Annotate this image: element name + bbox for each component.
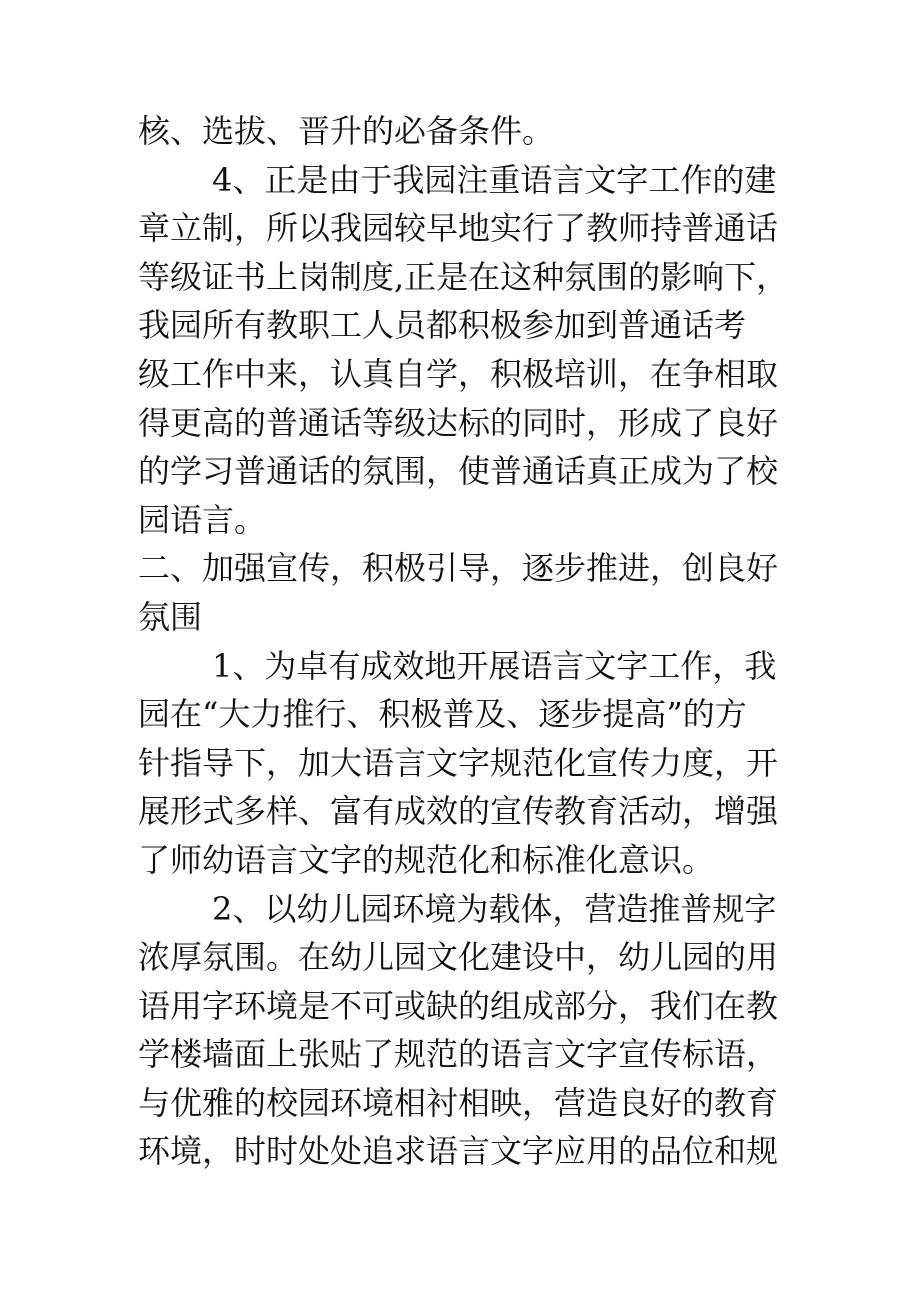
text-line: 的学习普通话的氛围，使普通话真正成为了校 — [138, 452, 779, 491]
text-line: 了师幼语言文字的规范化和标准化意识。 — [138, 840, 715, 879]
text-line: 与优雅的校园环境相衬相映，营造良好的教育 — [138, 1083, 779, 1122]
text-line: 针指导下，加大语言文字规范化宣传力度，开 — [138, 743, 779, 782]
section-heading-line: 氛围 — [138, 597, 203, 636]
text-line: 级工作中来，认真自学，积极培训，在争相取 — [138, 354, 779, 393]
text-line: 核、选拔、晋升的必备条件。 — [138, 112, 555, 150]
text-line: 学楼墙面上张贴了规范的语言文字宣传标语， — [138, 1035, 779, 1074]
paragraph-start-line: 2、以幼儿园环境为载体，营造推普规字 — [212, 889, 777, 928]
section-heading-line: 二、加强宣传，积极引导，逐步推进，创良好 — [138, 549, 779, 588]
text-line: 园在“大力推行、积极普及、逐步提高”的方 — [138, 695, 747, 734]
text-line: 得更高的普通话等级达标的同时，形成了良好 — [138, 403, 779, 442]
text-line: 章立制，所以我园较早地实行了教师持普通话 — [138, 209, 779, 248]
text-line: 浓厚氛围。在幼儿园文化建设中，幼儿园的用 — [138, 938, 779, 977]
text-line: 我园所有教职工人员都积极参加到普通话考 — [138, 306, 747, 345]
text-line: 等级证书上岗制度,正是在这种氛围的影响下， — [138, 257, 789, 296]
text-line: 展形式多样、富有成效的宣传教育活动，增强 — [138, 792, 779, 831]
text-line: 语用字环境是不可或缺的组成部分，我们在教 — [138, 986, 779, 1025]
text-line: 环境，时时处处追求语言文字应用的品位和规 — [138, 1132, 779, 1171]
document-page — [138, 107, 788, 1176]
text-line: 园语言。 — [138, 500, 267, 539]
paragraph-start-line: 4、正是由于我园注重语言文字工作的建 — [212, 160, 777, 199]
paragraph-start-line: 1、为卓有成效地开展语言文字工作，我 — [212, 646, 777, 685]
